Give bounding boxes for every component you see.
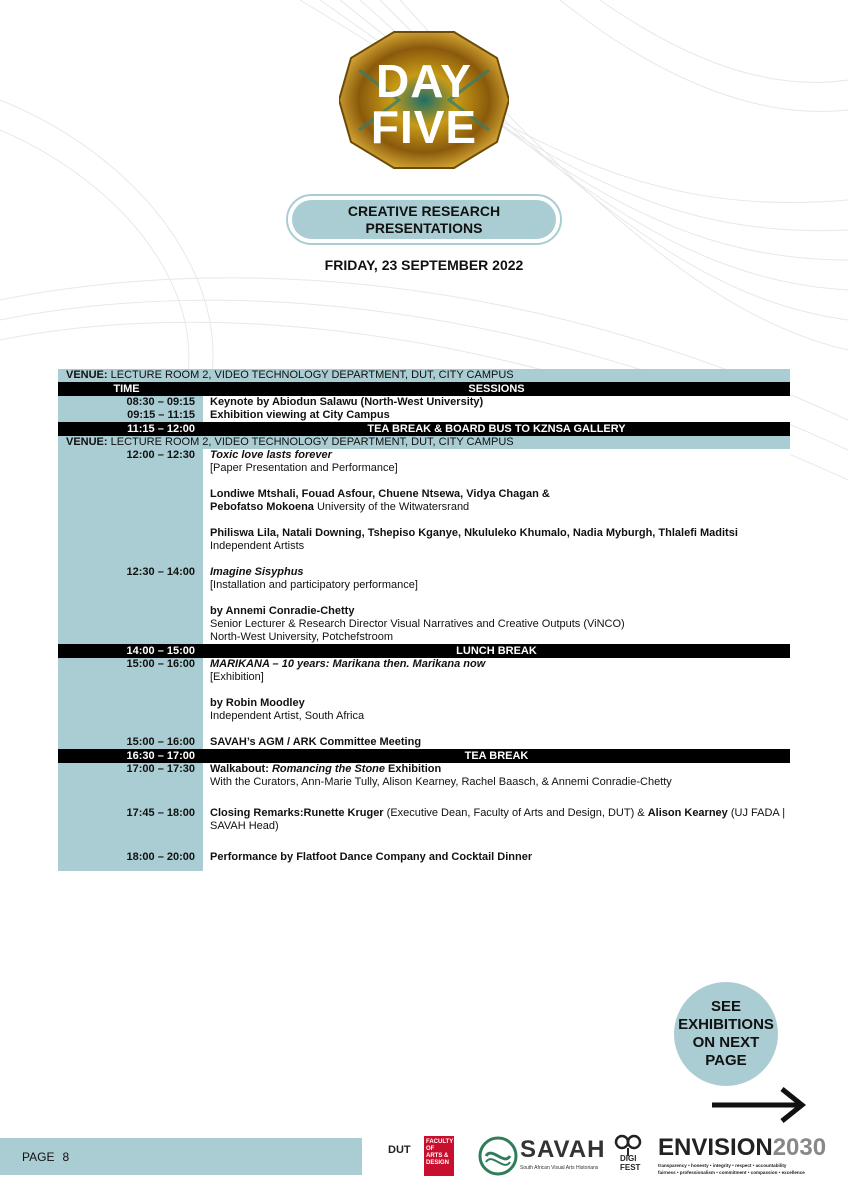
session-title <box>210 763 790 776</box>
session-title: Toxic love lasts forever <box>210 449 332 461</box>
envision-2030-logo <box>658 1134 828 1178</box>
session-type: [Paper Presentation and Performance] <box>210 462 398 474</box>
envision-values-1: transparency • honesty • integrity • respect • accountability <box>658 1163 787 1168</box>
break-row <box>58 422 790 436</box>
venue-text: LECTURE ROOM 2, VIDEO TECHNOLOGY DEPARTMENT, DUT, CITY CAMPUS <box>107 436 514 448</box>
session-time: 12:30 – 14:00 <box>58 566 203 644</box>
envision-text: ENVISION <box>658 1134 773 1161</box>
digifest-emblem-icon <box>614 1134 644 1156</box>
session-title-suffix: Exhibition <box>385 763 442 775</box>
page-footer <box>0 1138 362 1175</box>
session-title-prefix: Walkabout: <box>210 763 272 775</box>
badge-line-1: DAY <box>376 55 472 107</box>
session-time: 17:00 – 17:30 <box>58 763 203 807</box>
break-label: LUNCH BREAK <box>203 644 790 658</box>
presenters: Philiswa Lila, Natali Downing, Tshepiso Kganye, Nkululeko Khumalo, Nadia Myburgh, Thlalefi Maditsi <box>210 527 738 539</box>
savah-wordmark: SAVAH <box>520 1136 606 1163</box>
break-row <box>58 644 790 658</box>
section-title: CREATIVE RESEARCH PRESENTATIONS <box>292 200 556 239</box>
session-details <box>203 763 790 807</box>
presenter: by Robin Moodley <box>210 697 305 709</box>
session-details <box>203 807 790 851</box>
speaker-1-role: (Executive Dean, Faculty of Arts and Design, DUT) & <box>383 807 648 819</box>
digifest-wordmark: DIGI FEST <box>620 1154 641 1172</box>
table-row <box>58 566 790 644</box>
curators: With the Curators, Ann-Marie Tully, Alison Kearney, Rachel Baasch, & Annemi Conradie-Chetty <box>210 776 672 788</box>
session-title: MARIKANA – 10 years: Marikana then. Marikana now <box>210 658 486 670</box>
table-row <box>58 736 790 749</box>
digifest-logo <box>612 1134 652 1178</box>
session-type: [Exhibition] <box>210 671 264 683</box>
session-time: 15:00 – 16:00 <box>58 658 203 736</box>
affiliation: Independent Artists <box>210 540 305 552</box>
event-date: FRIDAY, 23 SEPTEMBER 2022 <box>324 257 524 273</box>
session-time: 12:00 – 12:30 <box>58 449 203 566</box>
faculty-badge: FACULTY OF ARTS & DESIGN <box>424 1136 454 1176</box>
badge-title <box>339 55 509 153</box>
session-title: Exhibition viewing at City Campus <box>203 409 790 422</box>
table-header-row <box>58 382 790 396</box>
break-time: 16:30 – 17:00 <box>58 749 203 763</box>
arrow-right-icon <box>710 1086 808 1124</box>
speaker-2: Alison Kearney <box>647 807 728 819</box>
affiliation: Independent Artist, South Africa <box>210 710 365 722</box>
table-row <box>58 763 790 807</box>
presenters: Pebofatso Mokoena <box>210 501 314 513</box>
table-row <box>58 658 790 736</box>
envision-wordmark <box>658 1134 826 1162</box>
session-time: 18:00 – 20:00 <box>58 851 203 871</box>
break-time: 14:00 – 15:00 <box>58 644 203 658</box>
session-details <box>203 449 790 566</box>
venue-row <box>58 369 790 382</box>
envision-values-2: fairness • professionalism • commitment • compassion • excellence <box>658 1170 805 1175</box>
see-next-page-callout: SEE EXHIBITIONS ON NEXT PAGE <box>674 982 778 1086</box>
session-details <box>203 566 790 644</box>
page-number: 8 <box>62 1149 70 1164</box>
session-time: 09:15 – 11:15 <box>58 409 203 422</box>
speaker-2-role: (UJ FADA | SAVAH Head) <box>210 807 786 832</box>
savah-logo <box>478 1134 606 1178</box>
table-row <box>58 807 790 851</box>
session-time: 17:45 – 18:00 <box>58 807 203 851</box>
presenter: by Annemi Conradie-Chetty <box>210 605 355 617</box>
venue-label: VENUE: <box>66 369 108 381</box>
venue-text: LECTURE ROOM 2, VIDEO TECHNOLOGY DEPARTMENT, DUT, CITY CAMPUS <box>107 369 514 381</box>
affiliation: North-West University, Potchefstroom <box>210 631 393 643</box>
savah-subtitle: South African Visual Arts Historians <box>520 1165 599 1171</box>
affiliation: University of the Witwatersrand <box>313 501 470 513</box>
presenter-role: Senior Lecturer & Research Director Visual Narratives and Creative Outputs (ViNCO) <box>210 618 625 630</box>
section-title-pill <box>286 194 562 245</box>
break-label: TEA BREAK & BOARD BUS TO KZNSA GALLERY <box>203 422 790 436</box>
session-time: 15:00 – 16:00 <box>58 736 203 749</box>
table-row <box>58 851 790 871</box>
session-title: Performance by Flatfoot Dance Company and Cocktail Dinner <box>203 851 790 871</box>
break-row <box>58 749 790 763</box>
venue-label: VENUE: <box>66 436 108 448</box>
break-time: 11:15 – 12:00 <box>58 422 203 436</box>
table-row <box>58 449 790 566</box>
page-label: PAGE <box>22 1149 55 1164</box>
schedule-table <box>58 369 790 871</box>
break-label: TEA BREAK <box>203 749 790 763</box>
badge-line-2: FIVE <box>370 101 478 153</box>
table-row <box>58 409 790 422</box>
sessions-column-header: SESSIONS <box>203 382 790 396</box>
envision-year: 2030 <box>772 1134 827 1161</box>
exhibition-name: Romancing the Stone <box>271 763 385 775</box>
venue-row <box>58 436 790 449</box>
session-details <box>203 658 790 736</box>
dut-wordmark: DUT <box>388 1144 411 1156</box>
closing-remarks <box>210 807 790 833</box>
session-title: Imagine Sisyphus <box>210 566 304 578</box>
time-column-header: TIME <box>58 382 203 396</box>
dut-logo <box>388 1134 466 1178</box>
speaker-1: Closing Remarks:Runette Kruger <box>210 807 384 819</box>
table-row <box>58 396 790 409</box>
presenters: Londiwe Mtshali, Fouad Asfour, Chuene Ntsewa, Vidya Chagan & <box>210 488 550 500</box>
savah-emblem-icon <box>478 1136 518 1176</box>
session-title: Keynote by Abiodun Salawu (North-West University) <box>203 396 790 409</box>
session-type: [Installation and participatory performance] <box>210 579 418 591</box>
session-time: 08:30 – 09:15 <box>58 396 203 409</box>
session-title: SAVAH’s AGM / ARK Committee Meeting <box>203 736 790 749</box>
